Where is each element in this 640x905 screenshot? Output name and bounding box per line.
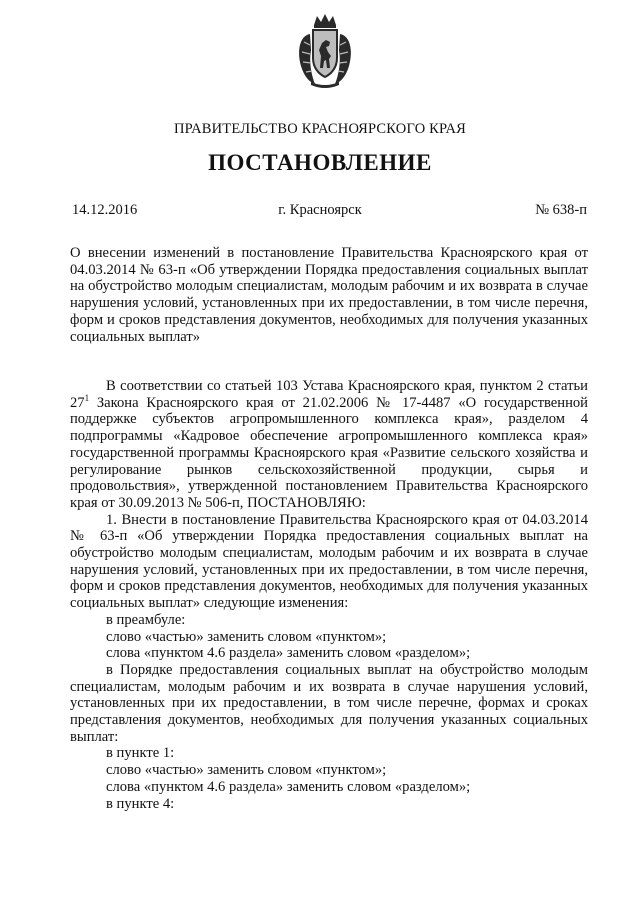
subject-text: О внесении изменений в постановление Правительства Красноярского края от 04.03.2014 № 63-п «Об утверждении Порядка предоставления социальных выплат на обустройство молодым специалистам, молодым рабочим и их возврата в случае нарушения условий, установленных при их предоставлении, в том числе перечня, форм и сроков представления документов, необходимых для получения указанных социальных выплат» [70, 245, 588, 345]
government-name: ПРАВИТЕЛЬСТВО КРАСНОЯРСКОГО КРАЯ [173, 121, 467, 137]
krasnoyarsk-coat-of-arms-icon [295, 12, 355, 90]
preamble-change-2: слова «пунктом 4.6 раздела» заменить словом «разделом»; [106, 645, 471, 662]
intro-superscript: 1 [84, 392, 90, 403]
document-body [70, 378, 588, 812]
intro-part-a: В соответствии со статьей 103 Устава Красноярского края, пунктом 2 статьи 27 [70, 378, 588, 411]
document-date: 14.12.2016 [72, 202, 138, 218]
document-number: № 638-п [535, 202, 587, 218]
point-1-change-1: слово «частью» заменить словом «пунктом»; [106, 762, 387, 779]
point-1-change-2: слова «пунктом 4.6 раздела» заменить словом «разделом»; [106, 778, 471, 795]
point-1-label: в пункте 1: [106, 745, 175, 762]
item-1-paragraph: 1. Внести в постановление Правительства Красноярского края от 04.03.2014 № 63-п «Об утверждении Порядка предоставления социальных выплат на обустройство молодым специалистам, молодым рабочим и их возврата в случае нарушения условий, установленных при их предоставлении, в том числе перечня, форм и сроков представления документов, необходимых для получения указанных социальных выплат» следующие изменения: [70, 511, 588, 612]
document-type-title: ПОСТАНОВЛЕНИЕ [208, 150, 432, 175]
intro-paragraph [70, 378, 588, 512]
document-subject [70, 245, 588, 345]
preamble-label: в преамбуле: [106, 611, 186, 628]
document-city: г. Красноярск [278, 202, 362, 218]
preamble-change-1: слово «частью» заменить словом «пунктом»; [106, 628, 387, 645]
intro-part-b: Закона Красноярского края от 21.02.2006 № 17-4487 «О государственной поддержке субъектов агропромышленного комплекса края», разделом 4 подпрограммы «Кадровое обеспечение агропромышленного комплекса края» государственной программы Красноярского края «Развитие сельского хозяйства и регулирование рынков сельскохозяйственной продукции, сырья и продовольствия», утвержденной постановлением Правительства Красноярского края от 30.09.2013 № 506-п, ПОСТАНОВЛЯЮ: [70, 394, 588, 511]
point-4-label: в пункте 4: [106, 795, 175, 812]
order-intro-paragraph: в Порядке предоставления социальных выплат на обустройство молодым специалистам, молодым рабочим и их возврата в случае нарушения условий, установленных при их предоставлении, в том числе перечне, формах и сроках представления документов, необходимых для получения указанных социальных выплат: [70, 661, 588, 745]
